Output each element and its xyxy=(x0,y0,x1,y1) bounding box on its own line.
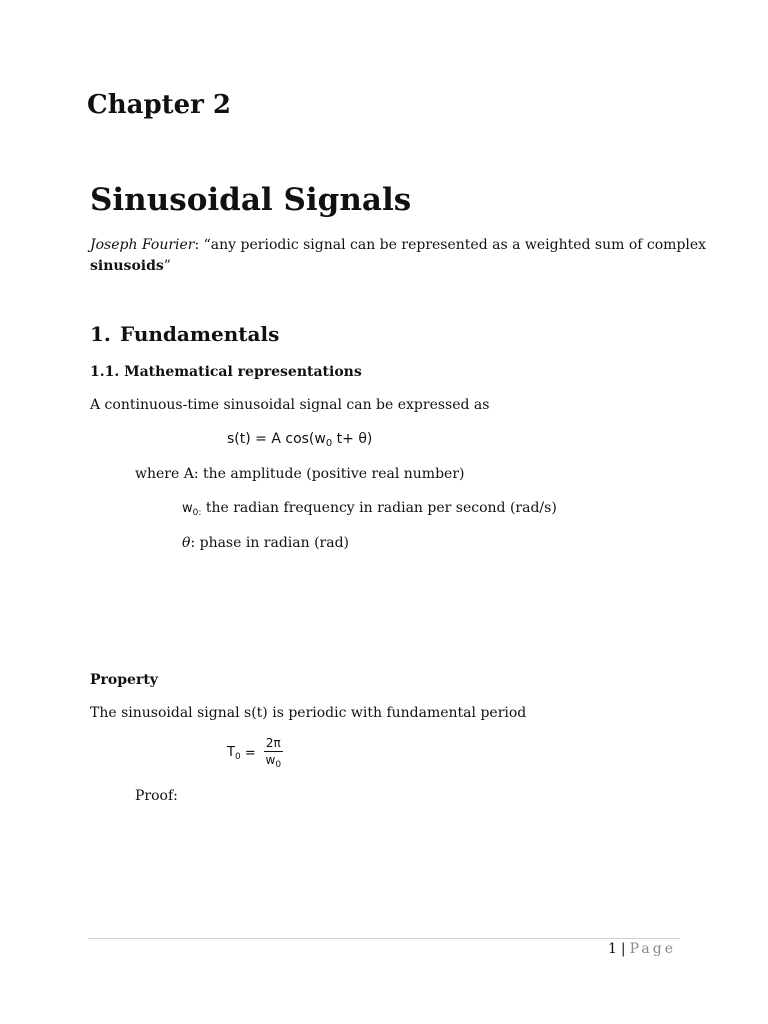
page-footer xyxy=(608,941,676,957)
frequency-text: the radian frequency in radian per second (rad/s) xyxy=(201,500,557,516)
quote-text: : “any periodic signal can be represented as a weighted sum of complex xyxy=(194,237,707,253)
quote-line-2 xyxy=(90,258,171,274)
page-number: 1 xyxy=(607,941,617,957)
intro-paragraph: A continuous-time sinusoidal signal can be expressed as xyxy=(90,397,490,413)
equation-period xyxy=(227,736,283,770)
definition-phase xyxy=(182,535,349,551)
quote-author: Joseph Fourier xyxy=(90,237,195,253)
chapter-heading: Chapter 2 xyxy=(87,90,232,120)
page-label: Page xyxy=(629,941,676,957)
phase-symbol: θ xyxy=(182,535,191,551)
footer-divider xyxy=(88,938,680,939)
equation-signal xyxy=(227,431,372,449)
definition-frequency xyxy=(182,500,557,518)
fraction-numerator: 2π xyxy=(265,736,281,750)
quote-line-1 xyxy=(90,237,706,253)
fraction-denominator: $w_0$ xyxy=(265,753,282,770)
subsection-heading: 1.1. Mathematical representations xyxy=(90,364,362,380)
period-fraction xyxy=(264,736,283,770)
equation-lhs: s(t) = A cos(w xyxy=(227,431,326,447)
property-heading: Property xyxy=(90,672,158,688)
proof-label: Proof: xyxy=(135,788,178,804)
section-number: 1. xyxy=(90,322,111,346)
frequency-symbol: $w_{0:}$ xyxy=(182,501,202,518)
quote-end: ” xyxy=(163,258,171,274)
period-lhs: $T_0$ xyxy=(227,744,241,762)
definition-amplitude: where A: the amplitude (positive real number) xyxy=(135,466,465,482)
equation-rhs: t+ θ) xyxy=(332,431,373,447)
equation-subscript: 0 xyxy=(325,438,333,449)
quote-bold-word: sinusoids xyxy=(90,258,164,274)
section-title: Fundamentals xyxy=(120,322,280,346)
property-paragraph: The sinusoidal signal s(t) is periodic with fundamental period xyxy=(90,705,527,721)
page-title: Sinusoidal Signals xyxy=(90,182,412,218)
section-heading xyxy=(90,322,279,346)
period-equals: = xyxy=(240,745,260,761)
phase-text: : phase in radian (rad) xyxy=(190,535,350,551)
footer-separator: | xyxy=(620,941,626,957)
